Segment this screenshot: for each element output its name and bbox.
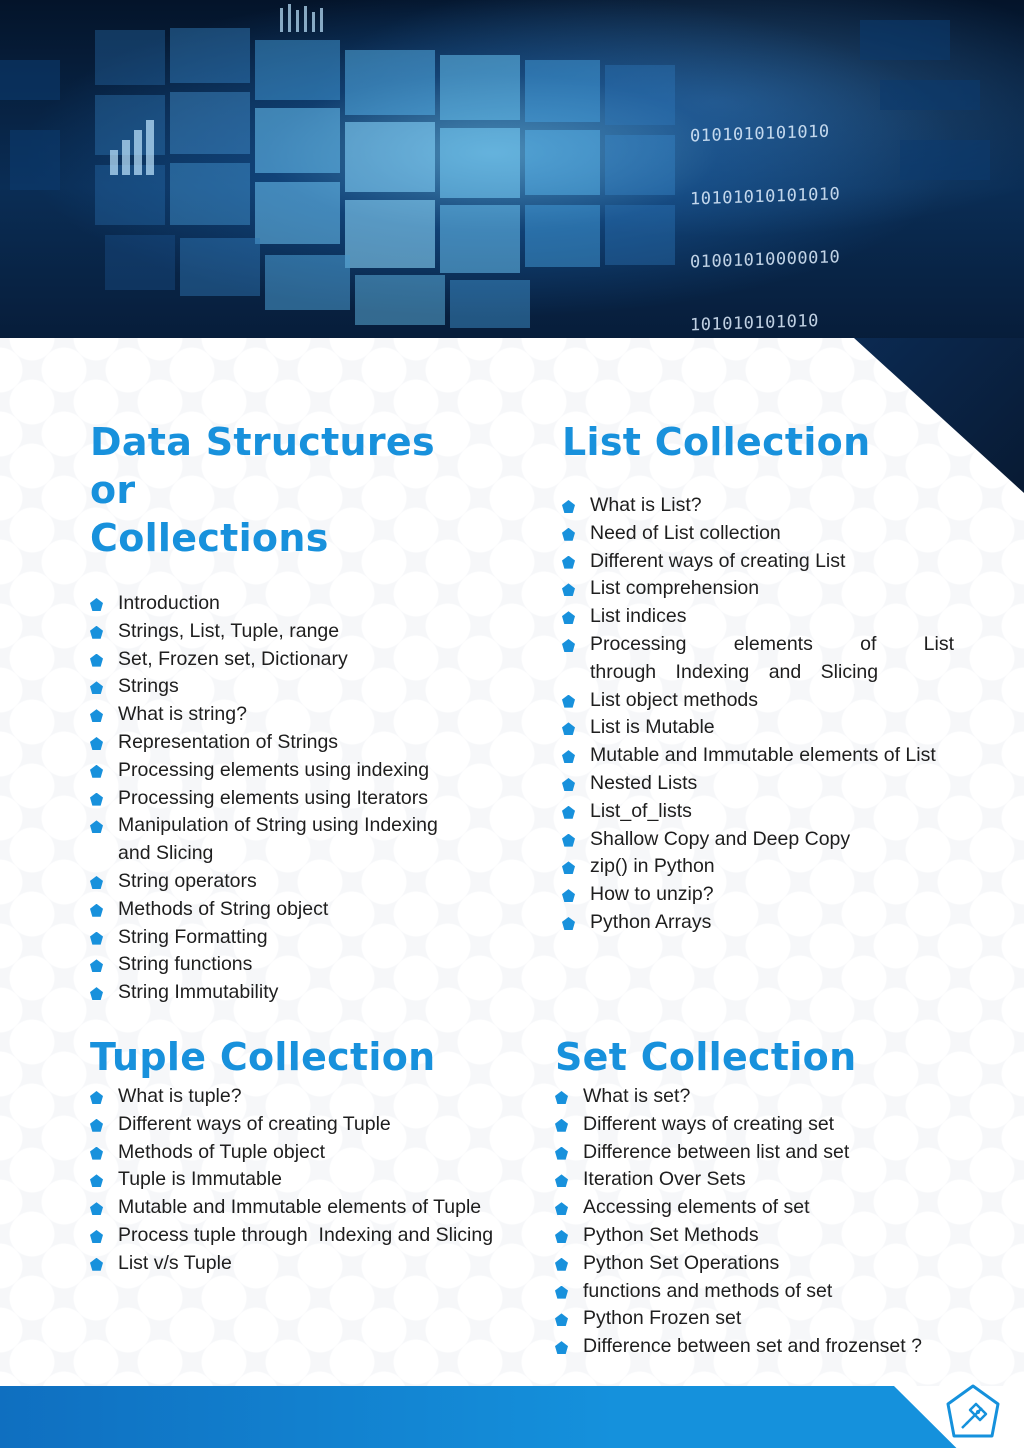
list-item: Difference between set and frozenset ? (555, 1333, 955, 1361)
list-item: String Formatting (90, 924, 490, 952)
list-item: Mutable and Immutable elements of Tuple (90, 1194, 530, 1222)
list-item: List indices (562, 603, 954, 631)
section-title: Tuple Collection (90, 1035, 436, 1079)
list-item: Strings (90, 673, 490, 701)
topic-list (555, 1083, 955, 1361)
list-item: Iteration Over Sets (555, 1166, 955, 1194)
pentagon-bullet-icon (562, 528, 575, 541)
list-item: Mutable and Immutable elements of List (562, 742, 954, 770)
pentagon-bullet-icon (555, 1230, 568, 1243)
pentagon-bullet-icon (555, 1119, 568, 1132)
list-item: Processing elements using indexing (90, 757, 490, 785)
list-item: Strings, List, Tuple, range (90, 618, 490, 646)
pentagon-bullet-icon (555, 1091, 568, 1104)
list-item: zip() in Python (562, 853, 954, 881)
list-item: String Immutability (90, 979, 490, 1007)
list-item: List_of_lists (562, 798, 954, 826)
list-item: Difference between list and set (555, 1139, 955, 1167)
pentagon-bullet-icon (562, 722, 575, 735)
list-item: Python Arrays (562, 909, 954, 937)
list-item: String operators (90, 868, 490, 896)
list-item: Introduction (90, 590, 490, 618)
binary-line: 0101010101010 (690, 121, 830, 147)
list-item: Python Set Operations (555, 1250, 955, 1278)
list-item: Different ways of creating set (555, 1111, 955, 1139)
pentagon-bullet-icon (90, 654, 103, 667)
footer-bar (0, 1386, 1024, 1448)
header-banner-image (0, 0, 1024, 340)
list-item: Python Set Methods (555, 1222, 955, 1250)
binary-line: 01001010000010 (690, 247, 841, 273)
pentagon-bullet-icon (555, 1147, 568, 1160)
topic-list (90, 1083, 530, 1278)
section-title: Set Collection (555, 1035, 857, 1079)
list-item: List object methods (562, 687, 954, 715)
section-title: List Collection (562, 420, 871, 464)
list-item: Different ways of creating List (562, 548, 954, 576)
pentagon-bullet-icon (562, 917, 575, 930)
pen-nib-house-logo-icon (942, 1380, 1004, 1442)
section-data-structures (90, 418, 490, 1007)
list-item: What is List? (562, 492, 954, 520)
list-item: Nested Lists (562, 770, 954, 798)
list-item: Tuple is Immutable (90, 1166, 530, 1194)
pentagon-bullet-icon (90, 987, 103, 1000)
pentagon-bullet-icon (562, 611, 575, 624)
list-item: Manipulation of String using Indexing and Slicing (90, 812, 458, 868)
section-tuple-collection (90, 1033, 530, 1278)
pentagon-bullet-icon (90, 765, 103, 778)
list-item: What is tuple? (90, 1083, 530, 1111)
binary-line: 10101010101010 (690, 184, 841, 210)
section-title (90, 418, 490, 562)
section-list-collection (562, 418, 954, 937)
list-item: What is set? (555, 1083, 955, 1111)
list-item: Process tuple through Indexing and Slicing (90, 1222, 530, 1250)
list-item: How to unzip? (562, 881, 954, 909)
pentagon-bullet-icon (562, 556, 575, 569)
pentagon-bullet-icon (562, 778, 575, 791)
pentagon-bullet-icon (562, 500, 575, 513)
title-line: Data Structures or (90, 420, 435, 512)
pentagon-bullet-icon (90, 1091, 103, 1104)
pentagon-bullet-icon (562, 639, 575, 652)
pentagon-bullet-icon (90, 1202, 103, 1215)
binary-code-graphic (690, 75, 950, 340)
pentagon-bullet-icon (90, 1119, 103, 1132)
pentagon-bullet-icon (562, 695, 575, 708)
topic-list (562, 492, 954, 937)
list-item: Processing elements using Iterators (90, 785, 490, 813)
pentagon-bullet-icon (555, 1174, 568, 1187)
pentagon-bullet-icon (90, 681, 103, 694)
pentagon-bullet-icon (90, 737, 103, 750)
pentagon-bullet-icon (90, 1174, 103, 1187)
pentagon-bullet-icon (90, 709, 103, 722)
list-item: Different ways of creating Tuple (90, 1111, 530, 1139)
list-item: Accessing elements of set (555, 1194, 955, 1222)
pentagon-bullet-icon (90, 626, 103, 639)
title-line: Collections (90, 516, 329, 560)
list-item: Set, Frozen set, Dictionary (90, 646, 490, 674)
pentagon-bullet-icon (90, 876, 103, 889)
pentagon-bullet-icon (562, 834, 575, 847)
pentagon-bullet-icon (90, 904, 103, 917)
pentagon-bullet-icon (562, 889, 575, 902)
pentagon-bullet-icon (90, 959, 103, 972)
pentagon-bullet-icon (555, 1286, 568, 1299)
pentagon-bullet-icon (90, 1147, 103, 1160)
list-item: Representation of Strings (90, 729, 490, 757)
pentagon-bullet-icon (90, 820, 103, 833)
topic-list (90, 590, 490, 1007)
list-item: Shallow Copy and Deep Copy (562, 826, 954, 854)
pentagon-bullet-icon (562, 583, 575, 596)
pentagon-bullet-icon (555, 1313, 568, 1326)
list-item: What is string? (90, 701, 490, 729)
pentagon-bullet-icon (555, 1258, 568, 1271)
list-item: List comprehension (562, 575, 954, 603)
pentagon-bullet-icon (90, 932, 103, 945)
list-item: List is Mutable (562, 714, 954, 742)
pentagon-bullet-icon (562, 861, 575, 874)
binary-line: 101010101010 (690, 311, 819, 336)
list-item: Python Frozen set (555, 1305, 955, 1333)
pentagon-bullet-icon (562, 750, 575, 763)
list-item: String functions (90, 951, 490, 979)
section-set-collection (555, 1033, 955, 1361)
list-item: Methods of String object (90, 896, 490, 924)
list-item: List v/s Tuple (90, 1250, 530, 1278)
list-item: functions and methods of set (555, 1278, 955, 1306)
pentagon-bullet-icon (562, 806, 575, 819)
pentagon-bullet-icon (555, 1341, 568, 1354)
pentagon-bullet-icon (90, 1258, 103, 1271)
pentagon-bullet-icon (90, 598, 103, 611)
list-item: Need of List collection (562, 520, 954, 548)
pentagon-bullet-icon (90, 793, 103, 806)
pentagon-bullet-icon (90, 1230, 103, 1243)
pentagon-bullet-icon (555, 1202, 568, 1215)
list-item: Processing elements of List through Indexing and Slicing (562, 631, 954, 687)
list-item: Methods of Tuple object (90, 1139, 530, 1167)
